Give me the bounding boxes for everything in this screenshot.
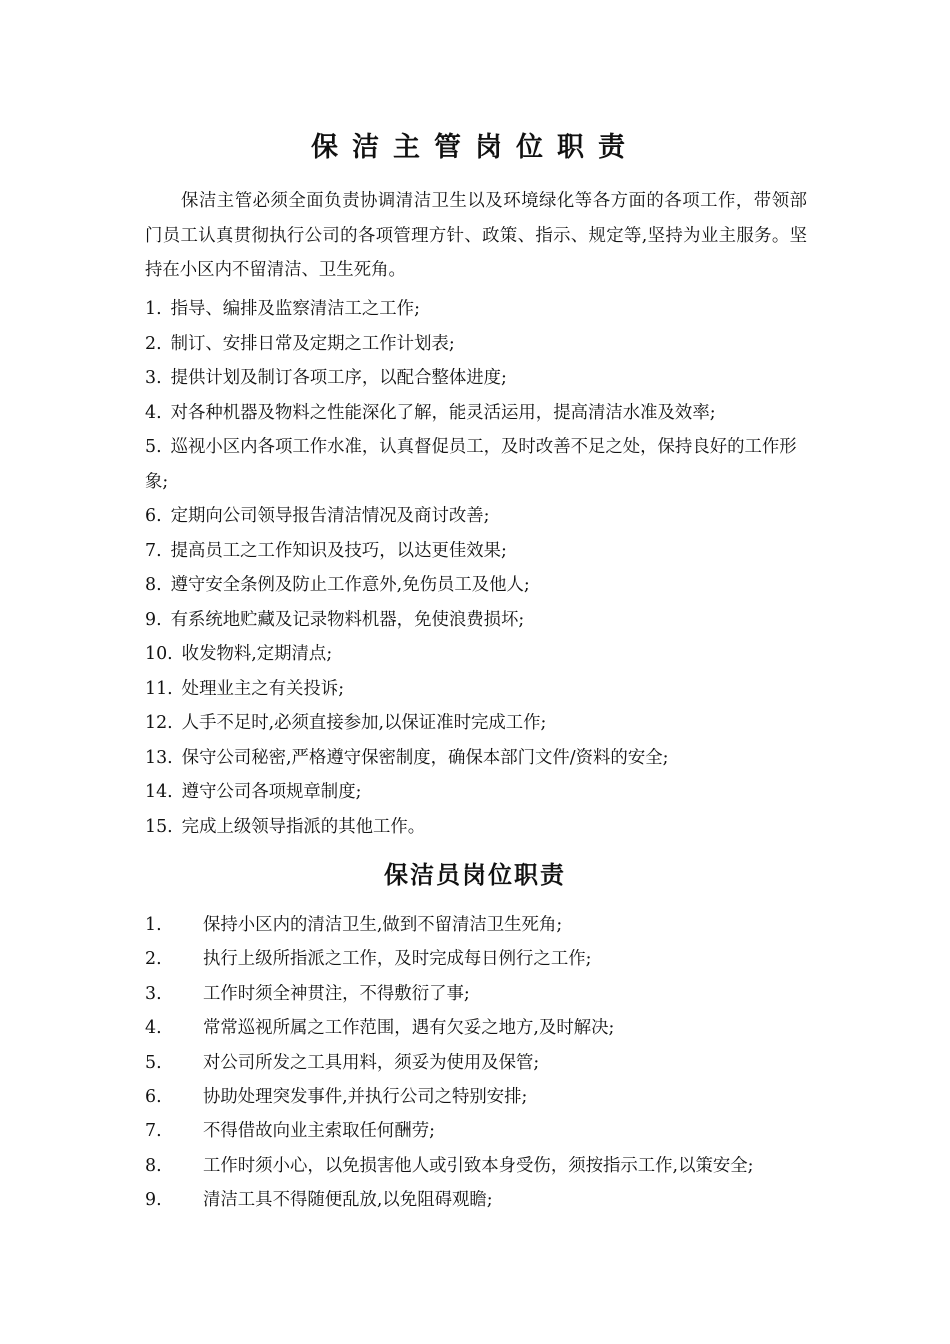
list-item <box>145 327 807 362</box>
item-text: 定期向公司领导报告清洁情况及商讨改善; <box>170 506 490 526</box>
item-number: 9. <box>145 609 162 630</box>
item-text: 保持小区内的清洁卫生,做到不留清洁卫生死角; <box>203 915 563 935</box>
list-item <box>145 1011 835 1045</box>
item-text: 巡视小区内各项工作水准，认真督促员工，及时改善不足之处，保持良好的工作形象; <box>145 437 797 492</box>
item-text: 收发物料,定期清点; <box>181 644 333 664</box>
item-text: 对公司所发之工具用料，须妥为使用及保管; <box>203 1052 540 1073</box>
supervisor-duties-list <box>145 292 807 844</box>
item-text: 提高员工之工作知识及技巧，以达更佳效果; <box>170 540 507 561</box>
list-item <box>145 1183 835 1217</box>
item-number: 1. <box>145 299 162 319</box>
item-number: 6. <box>145 506 162 526</box>
item-text: 处理业主之有关投诉; <box>181 678 345 699</box>
list-item <box>145 977 835 1011</box>
list-item <box>145 361 807 396</box>
item-text: 常常巡视所属之工作范围，遇有欠妥之地方,及时解决; <box>203 1018 615 1039</box>
item-text: 人手不足时,必须直接参加,以保证准时完成工作; <box>181 713 547 733</box>
item-number: 10. <box>145 644 173 664</box>
list-item <box>145 1149 835 1183</box>
item-number: 7. <box>145 540 162 561</box>
item-text: 有系统地贮藏及记录物料机器，免使浪费损坏; <box>170 609 525 630</box>
list-item <box>145 741 807 776</box>
item-text: 不得借故向业主索取任何酬劳; <box>203 1121 435 1142</box>
item-text: 指导、编排及监察清洁工之工作; <box>170 299 420 319</box>
list-item <box>145 430 807 499</box>
section-title: 保洁员岗位职责 <box>384 860 566 889</box>
item-number: 4. <box>145 402 162 423</box>
list-item <box>145 908 835 942</box>
list-item <box>145 706 807 741</box>
item-number: 3. <box>145 983 162 1004</box>
item-number: 2. <box>145 949 162 970</box>
list-item <box>145 637 807 672</box>
list-item <box>145 603 807 638</box>
item-number: 6. <box>145 1087 162 1108</box>
intro-paragraph: 保洁主管必须全面负责协调清洁卫生以及环境绿化等各方面的各项工作，带领部门员工认真贯彻执行公司的各项管理方针、政策、指示、规定等,坚持为业主服务。坚持在小区内不留清洁、卫生死角。 <box>145 191 807 280</box>
list-item <box>145 775 807 810</box>
item-text: 遵守安全条例及防止工作意外,免伤员工及他人; <box>170 575 530 595</box>
item-number: 4. <box>145 1018 162 1039</box>
cleaner-duties-list <box>145 908 835 1218</box>
list-item <box>145 1080 835 1114</box>
item-number: 9. <box>145 1190 162 1211</box>
item-number: 12. <box>145 713 173 733</box>
list-item <box>145 292 807 327</box>
item-text: 对各种机器及物料之性能深化了解，能灵活运用，提高清洁水准及效率; <box>170 402 716 423</box>
item-number: 1. <box>145 915 162 935</box>
item-number: 14. <box>145 782 173 802</box>
item-text: 制订、安排日常及定期之工作计划表; <box>170 333 455 354</box>
list-item <box>145 534 807 569</box>
item-text: 协助处理突发事件,并执行公司之特别安排; <box>203 1087 528 1108</box>
list-item <box>145 942 835 976</box>
page-title: 保洁主管岗位职责 <box>311 132 639 163</box>
item-text: 工作时须小心，以免损害他人或引致本身受伤，须按指示工作,以策安全; <box>203 1155 754 1176</box>
item-number: 3. <box>145 368 162 388</box>
item-text: 保守公司秘密,严格遵守保密制度，确保本部门文件/资料的安全; <box>181 747 669 768</box>
item-text: 遵守公司各项规章制度; <box>181 782 362 802</box>
list-item <box>145 1114 835 1148</box>
item-number: 11. <box>145 678 173 699</box>
list-item <box>145 810 807 845</box>
item-number: 5. <box>145 1052 162 1073</box>
item-number: 8. <box>145 575 162 595</box>
item-number: 2. <box>145 333 162 354</box>
list-item <box>145 1046 835 1080</box>
item-text: 清洁工具不得随便乱放,以免阻碍观瞻; <box>203 1190 493 1211</box>
item-text: 工作时须全神贯注，不得敷衍了事; <box>203 983 470 1004</box>
item-text: 完成上级领导指派的其他工作。 <box>181 816 426 837</box>
item-number: 13. <box>145 747 173 768</box>
item-number: 7. <box>145 1121 162 1142</box>
item-number: 8. <box>145 1155 162 1176</box>
item-number: 15. <box>145 816 173 837</box>
list-item <box>145 396 807 431</box>
item-text: 提供计划及制订各项工序，以配合整体进度; <box>170 368 507 388</box>
list-item <box>145 672 807 707</box>
item-text: 执行上级所指派之工作，及时完成每日例行之工作; <box>203 949 592 970</box>
list-item <box>145 568 807 603</box>
list-item <box>145 499 807 534</box>
item-number: 5. <box>145 437 162 457</box>
